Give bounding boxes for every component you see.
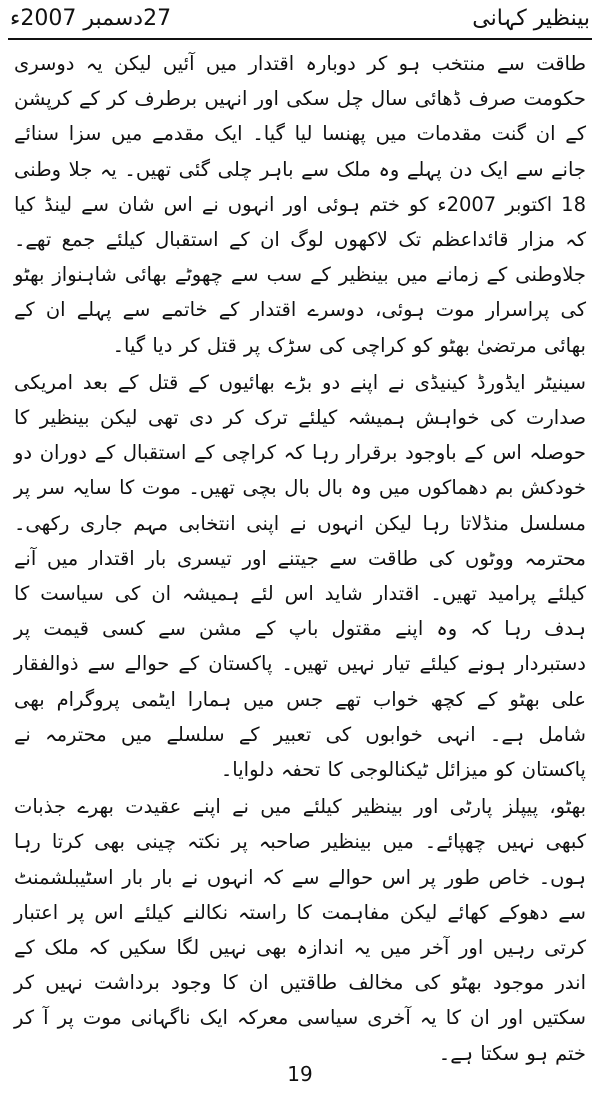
page-header: [8, 0, 592, 40]
book-title: بینظیر کہانی: [472, 6, 590, 31]
paragraph: طاقت سے منتخب ہو کر دوبارہ اقتدار میں آئیں لیکن یہ دوسری حکومت صرف ڈھائی سال چل سکی اور انہیں برطرف کر کے کرپشن کے ان گنت مقدمات میں پھنسا لیا گیا۔ ایک مقدمے میں سزا سنائے جانے سے ایک دن پہلے وہ ملک سے باہر چلی گئی تھیں۔ یہ جلا وطنی 18 اکتوبر 2007ء کو ختم ہوئی اور انہوں نے اس شان سے لینڈ کیا کہ مزار قائداعظم تک لاکھوں لوگ ان کے استقبال کیلئے جمع تھے۔ جلاوطنی کے زمانے میں بینظیر کے سب سے چھوٹے بھائی شاہنواز بھٹو کی پراسرار موت ہوئی، دوسرے اقتدار کے خاتمے سے پہلے ان کے بھائی مرتضیٰ بھٹو کو کراچی کی سڑک پر قتل کر دیا گیا۔: [14, 52, 586, 357]
header-date: 27دسمبر 2007ء: [10, 6, 172, 31]
page-number: 19: [287, 1062, 313, 1086]
page-body: [14, 46, 586, 1071]
paragraph: بھٹو، پیپلز پارٹی اور بینظیر کیلئے میں نے اپنے عقیدت بھرے جذبات کبھی نہیں چھپائے۔ میں بینظیر صاحبہ پر نکتہ چینی بھی کرتا رہا ہوں۔ خاص طور پر اس حوالے سے کہ انہوں نے بار بار اسٹیبلشمنٹ سے دھوکے کھائے لیکن مفاہمت کا راستہ نکالنے کیلئے اس پر اعتبار کرتی رہیں اور آخر میں یہ اندازہ بھی نہیں لگا سکیں کہ ملک کے اندر موجود بھٹو کی مخالف طاقتیں ان کا وجود برداشت نہیں کر سکتیں اور ان کا یہ آخری سیاسی معرکہ ایک ناگہانی موت پر آ کر ختم ہو سکتا ہے۔: [14, 795, 586, 1065]
paragraph: سینیٹر ایڈورڈ کینیڈی نے اپنے دو بڑے بھائیوں کے قتل کے بعد امریکی صدارت کی خواہش ہمیشہ کیلئے ترک کر دی تھی لیکن بینظیر کا حوصلہ اس کے باوجود برقرار رہا کہ کراچی کے استقبال کے دوران دو خودکش بم دھماکوں میں وہ بال بال بچی تھیں۔ موت کا سایہ سر پر مسلسل منڈلاتا رہا لیکن انہوں نے اپنی انتخابی مہم جاری رکھی۔ محترمہ ووٹوں کی طاقت سے جیتنے اور تیسری بار اقتدار میں آنے کیلئے پرامید تھیں۔ اقتدار شاید اس لئے ہمیشہ ان کی سیاست کا ہدف رہا کہ وہ اپنے مقتول باپ کے مشن سے کسی قیمت پر دستبردار ہونے کیلئے تیار نہیں تھیں۔ پاکستان کے حوالے سے ذوالفقار علی بھٹو کے کچھ خواب تھے جس میں ہمارا ایٹمی پروگرام بھی شامل ہے۔ انہی خوابوں کی تعبیر کے سلسلے میں محترمہ نے پاکستان کو میزائل ٹیکنالوجی کا تحفہ دلوایا۔: [14, 370, 586, 782]
